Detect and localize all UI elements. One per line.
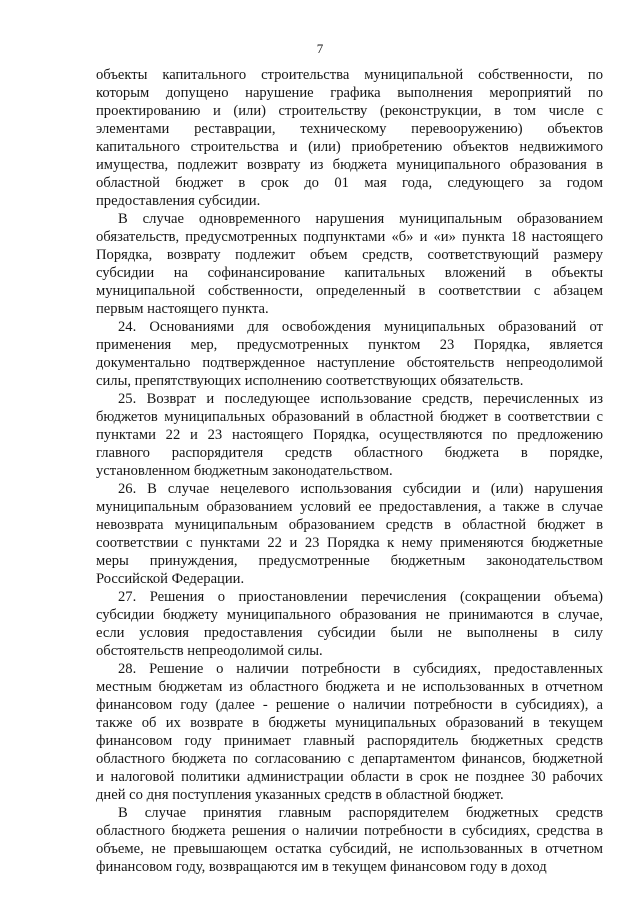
text-line: меры принуждения, предусмотренные бюджетным законодательством bbox=[96, 553, 603, 569]
text-line: предоставления субсидии. bbox=[96, 193, 261, 209]
paragraph bbox=[96, 588, 603, 660]
paragraph bbox=[96, 480, 603, 588]
text-line: субсидии на софинансирование капитальных вложений в объекты bbox=[96, 265, 603, 281]
text-line: соответствии с пунктами 22 и 23 Порядка к нему применяются бюджетные bbox=[96, 535, 603, 551]
text-line: 26. В случае нецелевого использования субсидии и (или) нарушения bbox=[118, 481, 603, 497]
page-number: 7 bbox=[316, 41, 324, 56]
text-line: субсидии бюджету муниципального образования не принимаются в случае, bbox=[96, 607, 603, 623]
text-line: 27. Решения о приостановлении перечисления (сокращении объема) bbox=[118, 589, 603, 605]
paragraph bbox=[96, 390, 603, 480]
text-line: если условия предоставления субсидии были не выполнены в силу bbox=[96, 625, 603, 641]
document-body bbox=[96, 66, 603, 876]
text-line: местным бюджетам из областного бюджета и не использованных в отчетном bbox=[96, 679, 603, 695]
text-line: проектированию и (или) строительству (реконструкции, в том числе с bbox=[96, 103, 603, 119]
text-line: 25. Возврат и последующее использование средств, перечисленных из bbox=[118, 391, 603, 407]
text-line: и налоговой политики администрации области в срок не позднее 30 рабочих bbox=[96, 769, 603, 785]
text-line: финансовом году (далее - решение о наличии потребности в субсидиях), а bbox=[96, 697, 603, 713]
text-line: имущества, подлежит возврату из бюджета муниципального образования в bbox=[96, 157, 603, 173]
text-line: финансовом году, возвращаются им в текущем финансовом году в доход bbox=[96, 859, 547, 875]
paragraph bbox=[96, 660, 603, 804]
text-line: областного бюджета решения о наличии потребности в субсидиях, средства в bbox=[96, 823, 603, 839]
text-line: которым допущено нарушение графика выполнения мероприятий по bbox=[96, 85, 603, 101]
text-line: также об их возврате в бюджеты муниципальных образований в текущем bbox=[96, 715, 603, 731]
text-line: 24. Основаниями для освобождения муниципальных образований от bbox=[118, 319, 603, 335]
text-line: силы, препятствующих исполнению соответствующих обязательств. bbox=[96, 373, 524, 389]
text-line: документально подтвержденное наступление обстоятельств непреодолимой bbox=[96, 355, 603, 371]
text-line: Порядка, возврату подлежит объем средств, соответствующий размеру bbox=[96, 247, 603, 263]
text-line: муниципальным образованием условий ее предоставления, а также в случае bbox=[96, 499, 603, 515]
text-line: областного бюджета по согласованию с департаментом финансов, бюджетной bbox=[96, 751, 603, 767]
paragraph bbox=[96, 318, 603, 390]
paragraph bbox=[96, 210, 603, 318]
text-line: В случае одновременного нарушения муниципальным образованием bbox=[118, 211, 603, 227]
text-line: главного распорядителя средств областного бюджета в порядке, bbox=[96, 445, 603, 461]
text-line: установленном бюджетным законодательством. bbox=[96, 463, 393, 479]
text-line: объекты капитального строительства муниципальной собственности, по bbox=[96, 67, 603, 83]
text-line: финансовом году принимает главный распорядитель бюджетных средств bbox=[96, 733, 603, 749]
text-line: муниципальной собственности, определенный в соответствии с абзацем bbox=[96, 283, 603, 299]
paragraph bbox=[96, 804, 603, 876]
paragraph bbox=[96, 66, 603, 210]
text-line: обязательств, предусмотренных подпунктами «б» и «и» пункта 18 настоящего bbox=[96, 229, 603, 245]
text-line: капитального строительства и (или) приобретению объектов недвижимого bbox=[96, 139, 603, 155]
text-line: Российской Федерации. bbox=[96, 571, 245, 587]
text-line: 28. Решение о наличии потребности в субсидиях, предоставленных bbox=[118, 661, 603, 677]
text-line: применения мер, предусмотренных пунктом 23 Порядка, является bbox=[96, 337, 603, 353]
text-line: невозврата муниципальным образованием средств в областной бюджет в bbox=[96, 517, 603, 533]
text-line: объеме, не превышающем остатка субсидий, не использованных в отчетном bbox=[96, 841, 603, 857]
text-line: первым настоящего пункта. bbox=[96, 301, 269, 317]
text-line: дней со дня поступления указанных средств в областной бюджет. bbox=[96, 787, 504, 803]
text-line: бюджетов муниципальных образований в областной бюджет в соответствии с bbox=[96, 409, 603, 425]
text-line: элементами реставрации, техническому перевооружению) объектов bbox=[96, 121, 603, 137]
text-line: областной бюджет в срок до 01 мая года, следующего за годом bbox=[96, 175, 603, 191]
text-line: пунктами 22 и 23 настоящего Порядка, осуществляются по предложению bbox=[96, 427, 603, 443]
text-line: В случае принятия главным распорядителем бюджетных средств bbox=[118, 805, 603, 821]
text-line: обстоятельств непреодолимой силы. bbox=[96, 643, 323, 659]
